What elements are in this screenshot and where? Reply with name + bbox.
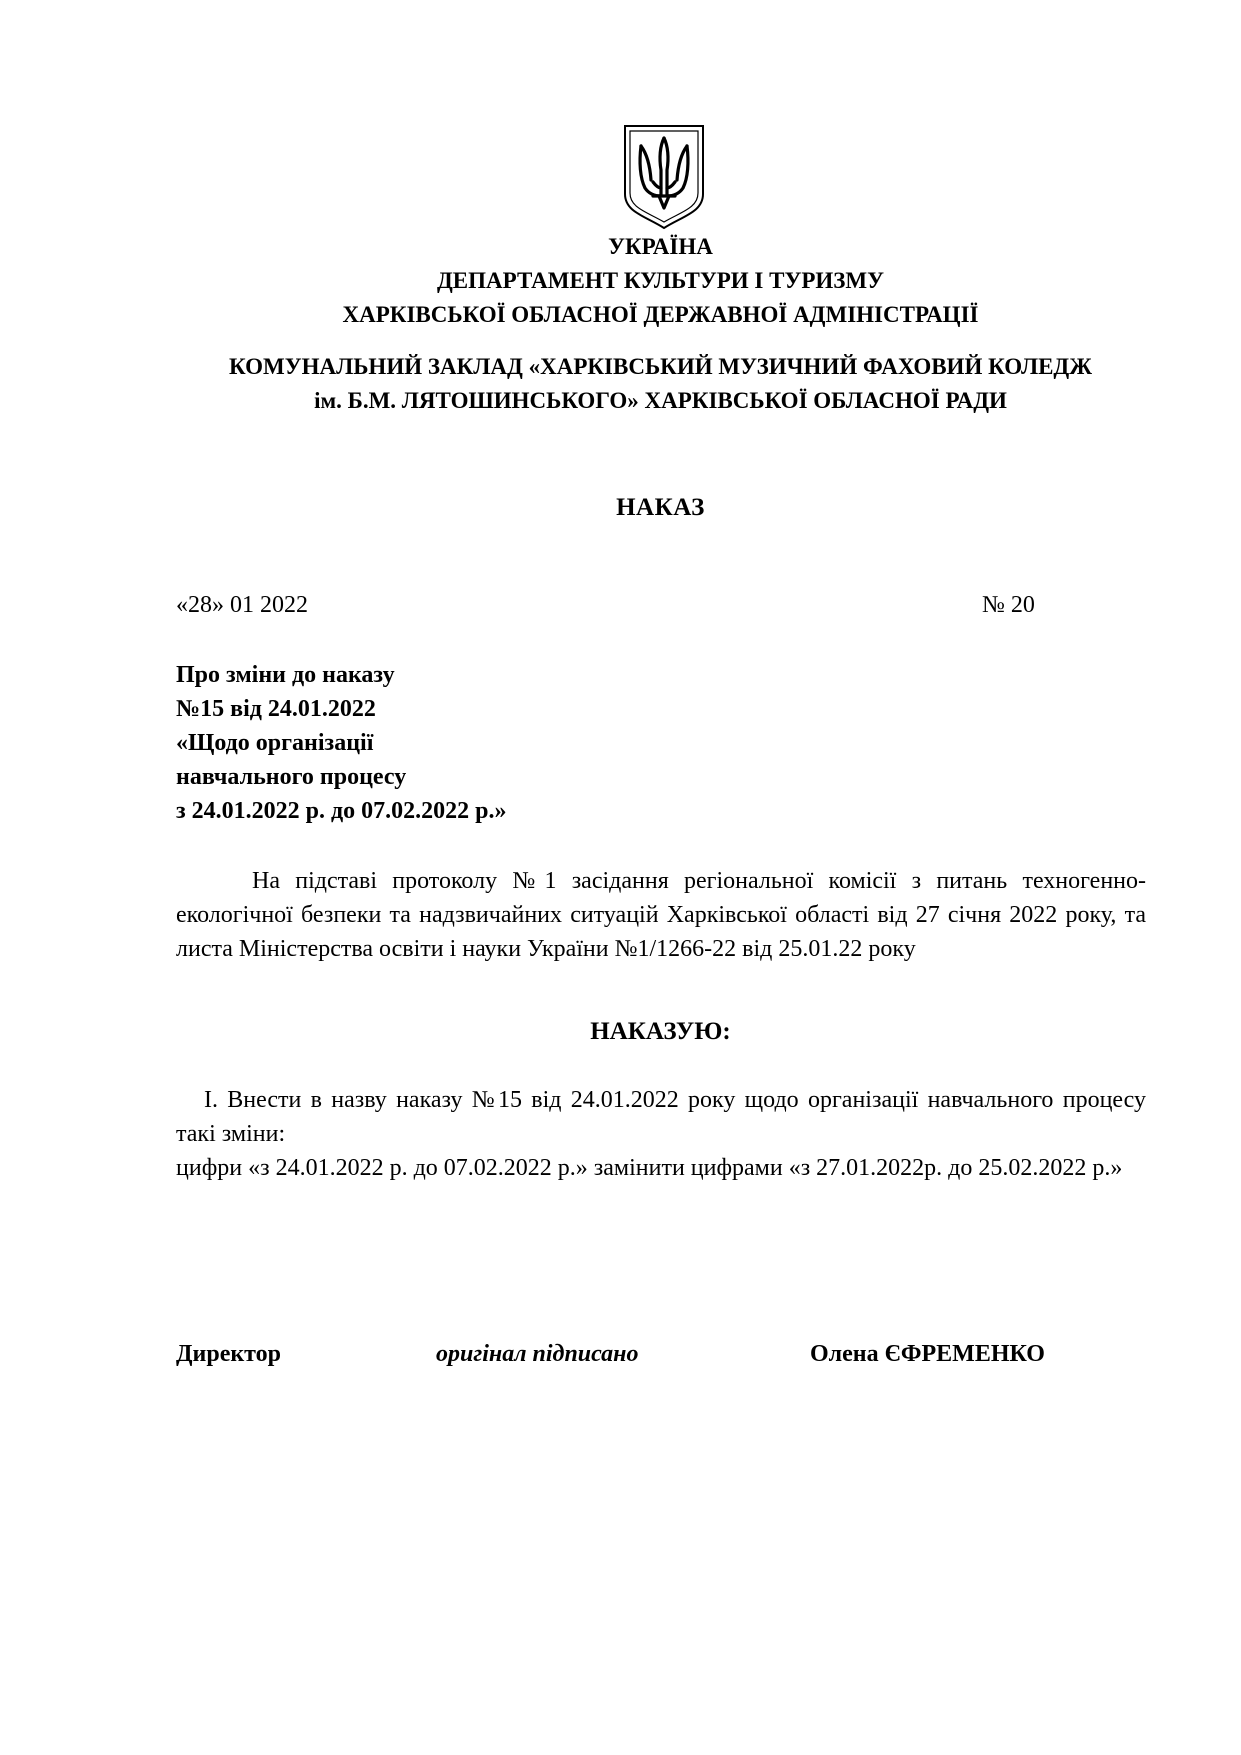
- order-item-1: [176, 1083, 1146, 1185]
- header-department-line2: ХАРКІВСЬКОЇ ОБЛАСНОЇ ДЕРЖАВНОЇ АДМІНІСТРАЦІЇ: [342, 302, 979, 327]
- signatory-name: Олена ЄФРЕМЕНКО: [810, 1341, 1045, 1367]
- order-item-1-text: І. Внести в назву наказу №15 від 24.01.2022 року щодо організації навчального процесу такі зміни:: [176, 1087, 1146, 1147]
- signature-note: оригінал підписано: [436, 1341, 639, 1367]
- header-country: УКРАЇНА: [608, 234, 713, 259]
- document-date: «28» 01 2022: [176, 592, 308, 618]
- subject-line: Про зміни до наказу: [176, 662, 395, 688]
- subject-line: з 24.01.2022 р. до 07.02.2022 р.»: [176, 798, 507, 824]
- preamble-paragraph: На підставі протоколу №1 засідання регіональної комісії з питань техногенно-екологічної безпеки та надзвичайних ситуацій Харківської області від 27 січня 2022 року, та листа Міністерства освіти і науки України №1/1266-22 від 25.01.22 року: [176, 868, 1146, 962]
- document-number: № 20: [982, 592, 1035, 618]
- header-institution-line1: КОМУНАЛЬНИЙ ЗАКЛАД «ХАРКІВСЬКИЙ МУЗИЧНИЙ ФАХОВИЙ КОЛЕДЖ: [229, 354, 1092, 379]
- order-item-1-change: цифри «з 24.01.2022 р. до 07.02.2022 р.» замінити цифрами «з 27.01.2022р. до 25.02.2022 р.»: [176, 1155, 1123, 1181]
- document-subject: [176, 658, 506, 828]
- trident-coat-of-arms-icon: [623, 124, 705, 230]
- subject-line: навчального процесу: [176, 764, 407, 790]
- document-header: [0, 230, 1241, 418]
- header-institution-line2: ім. Б.М. ЛЯТОШИНСЬКОГО» ХАРКІВСЬКОЇ ОБЛАСНОЇ РАДИ: [314, 388, 1007, 413]
- subject-line: «Щодо організації: [176, 730, 374, 756]
- subject-line: №15 від 24.01.2022: [176, 696, 376, 722]
- document-type-title: НАКАЗ: [616, 494, 705, 521]
- signatory-title: Директор: [176, 1341, 281, 1367]
- order-heading: НАКАЗУЮ:: [590, 1018, 731, 1045]
- header-department-line1: ДЕПАРТАМЕНТ КУЛЬТУРИ І ТУРИЗМУ: [436, 268, 884, 293]
